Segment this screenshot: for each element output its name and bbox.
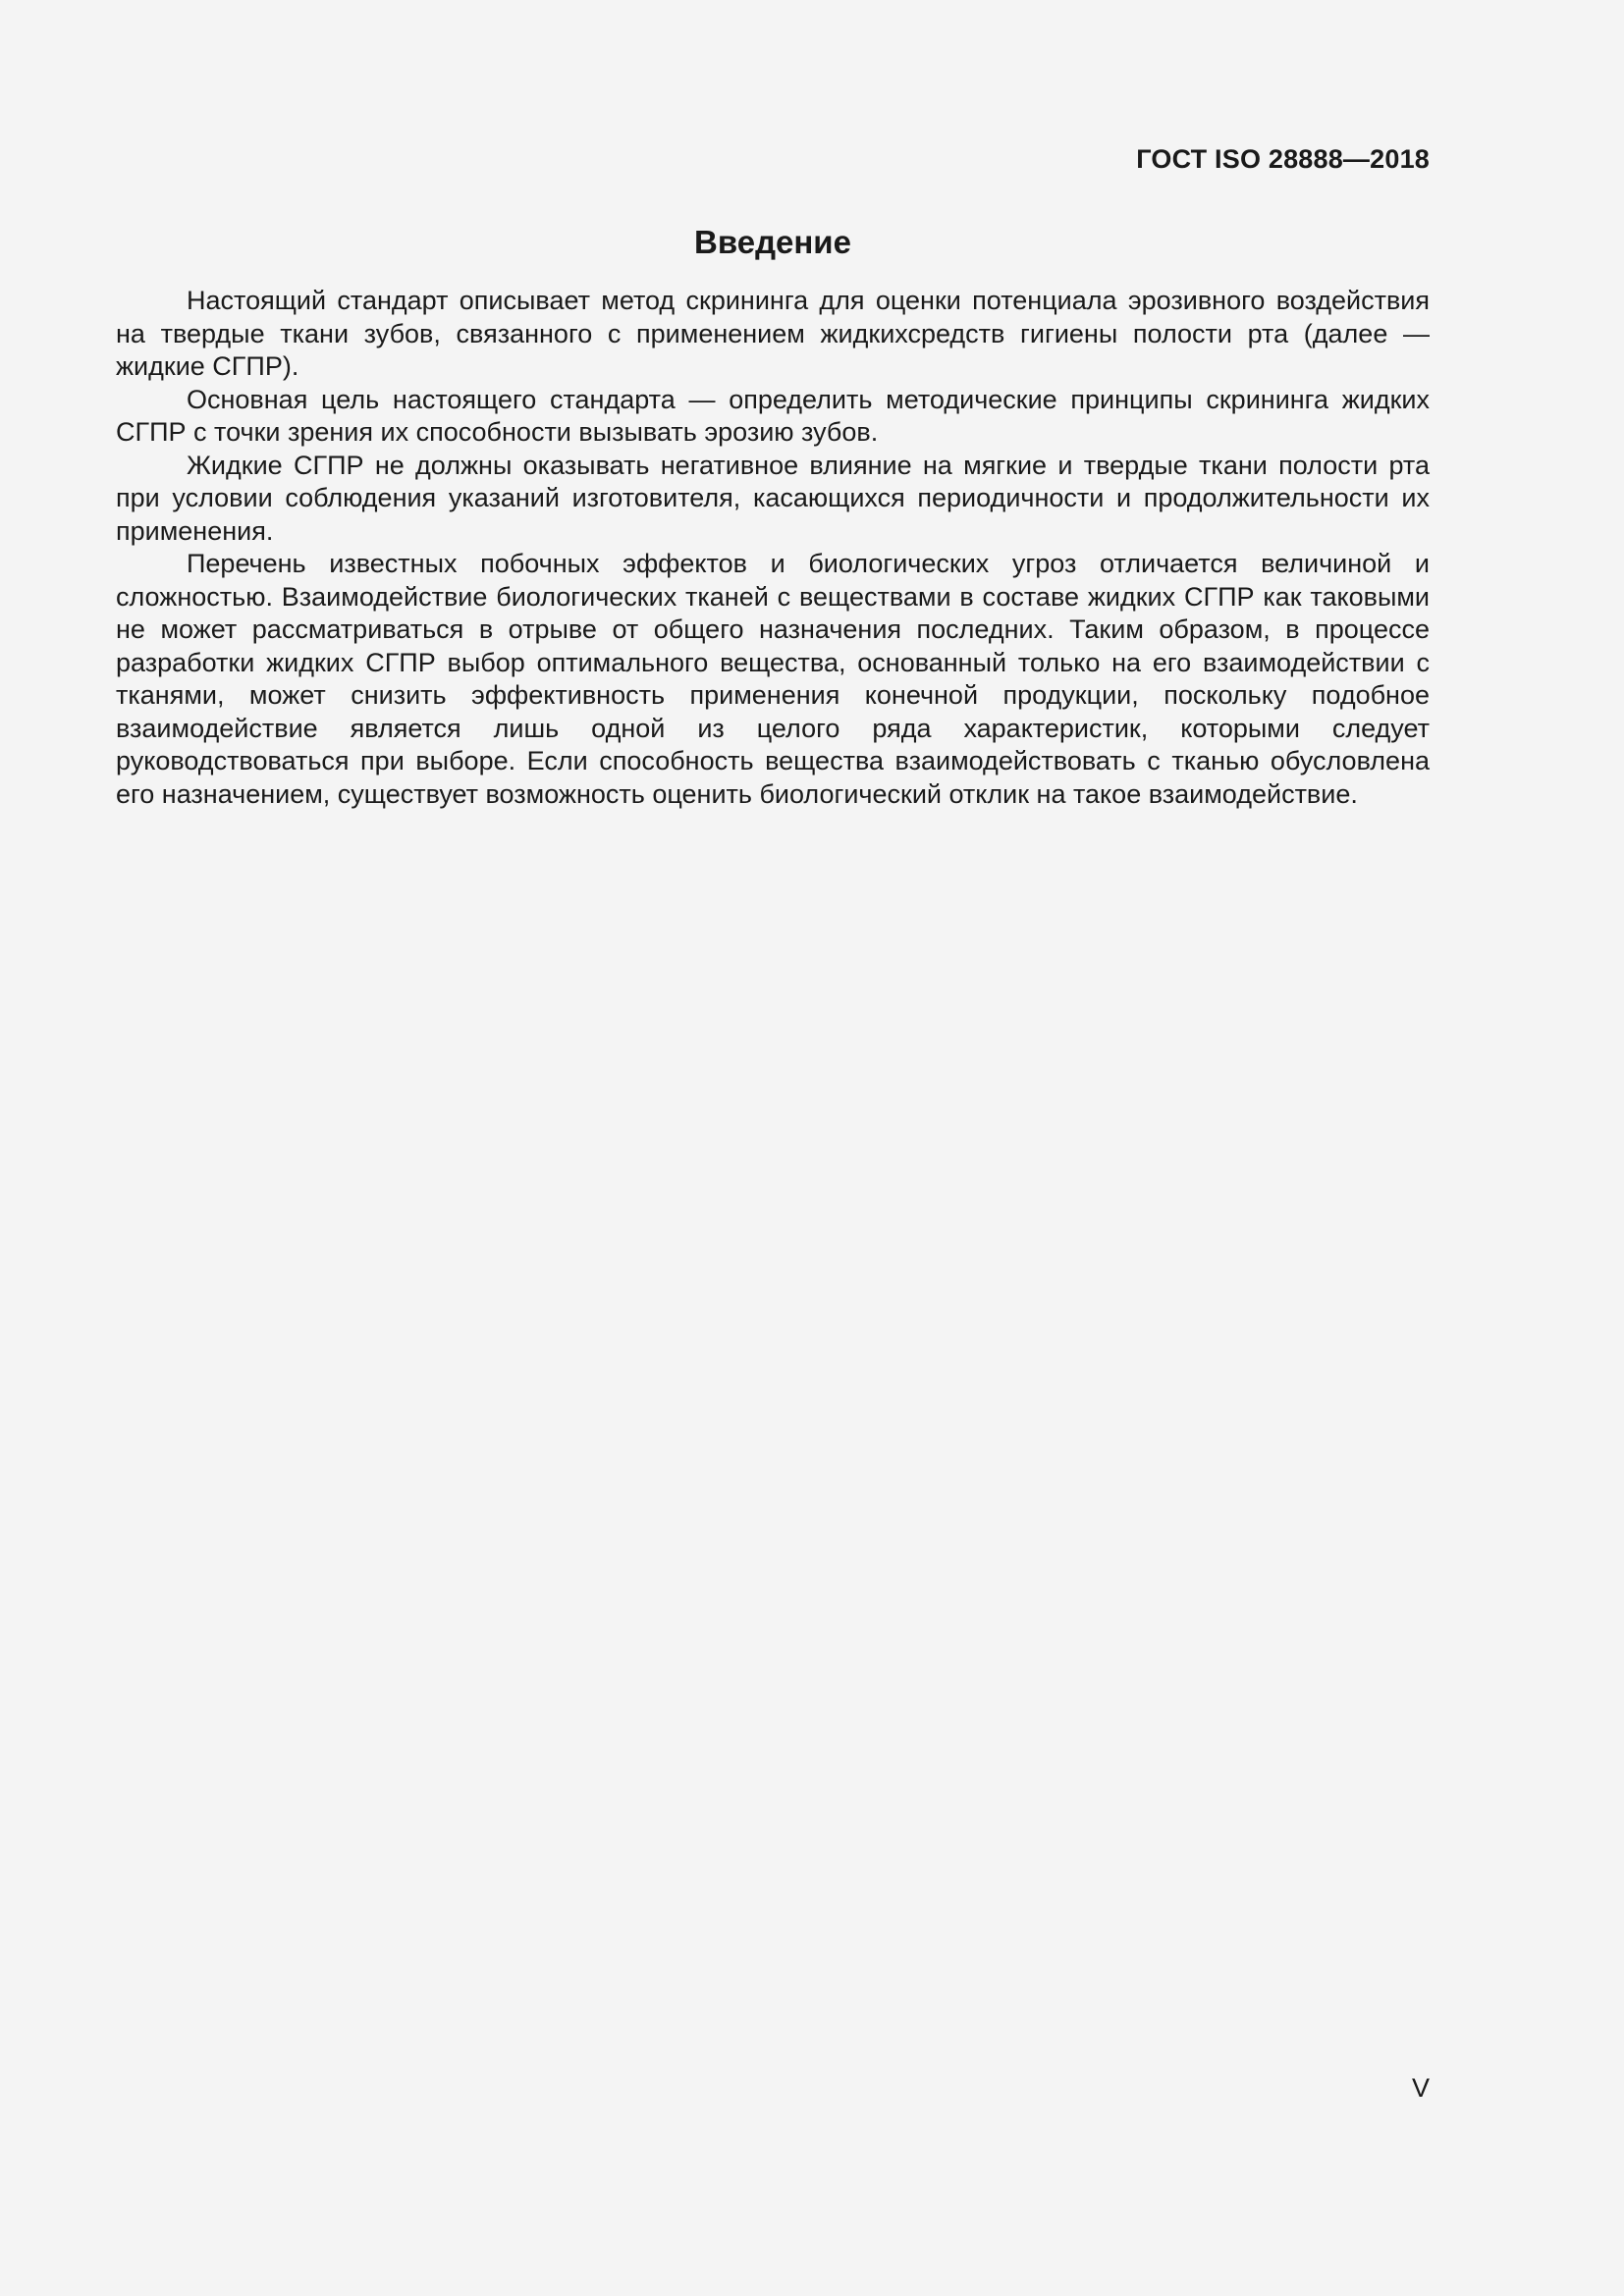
page-number: V: [1411, 2073, 1430, 2103]
paragraph: Настоящий стандарт описывает метод скрининга для оценки потенциала эрозивного воздействия на твердые ткани зубов, связанного с применением жидкихсредств гигиены полости рта (далее — жидкие СГПР).: [116, 286, 1430, 381]
paragraph: Перечень известных побочных эффектов и биологических угроз отличается величиной и сложностью. Взаимодействие биологических тканей с веществами в составе жидких СГПР как таковыми не может рассматриваться в отрыве от общего назначения последних. Таким образом, в процессе разработки жидких СГПР выбор оптимального вещества, основанный только на его взаимодействии с тканями, может снизить эффективность применения конечной продукции, поскольку подобное взаимодействие является лишь одной из целого ряда характеристик, которыми следует руководствоваться при выборе. Если способность вещества взаимодействовать с тканью обусловлена его назначением, существует возможность оценить биологический отклик на такое взаимодействие.: [116, 549, 1430, 809]
body-text: [116, 285, 1430, 811]
standard-id-header: ГОСТ ISO 28888—2018: [1136, 144, 1430, 174]
paragraph: Жидкие СГПР не должны оказывать негативное влияние на мягкие и твердые ткани полости рта при условии соблюдения указаний изготовителя, касающихся периодичности и продолжительности их применения.: [116, 450, 1430, 546]
section-title: Введение: [694, 224, 851, 260]
paragraph: Основная цель настоящего стандарта — определить методические принципы скрининга жидких СГПР с точки зрения их способности вызывать эрозию зубов.: [116, 384, 1430, 447]
